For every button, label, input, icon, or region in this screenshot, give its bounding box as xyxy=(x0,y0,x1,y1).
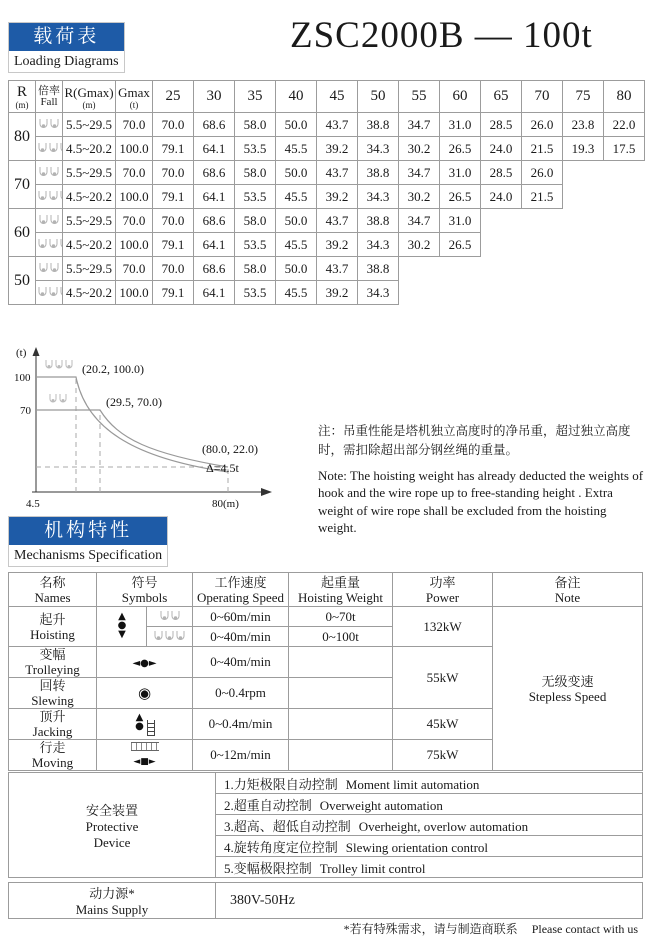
section-title-cn: 载荷表 xyxy=(9,23,124,51)
load-value-cell: 53.5 xyxy=(235,185,276,209)
speed-cell: 0~40m/min xyxy=(193,647,289,678)
load-value-cell: 21.5 xyxy=(522,137,563,161)
gmax-cell: 70.0 xyxy=(116,113,153,137)
table-row xyxy=(9,883,643,919)
load-value-cell: 45.5 xyxy=(276,185,317,209)
col-header-radius: 55 xyxy=(399,81,440,113)
jib-length-cell: 60 xyxy=(9,209,36,257)
fall-2-icon xyxy=(37,262,61,275)
empty-cell xyxy=(522,257,563,281)
empty-cell xyxy=(440,281,481,305)
footer-note-cn: *若有特殊需求，请与制造商联系 xyxy=(343,922,518,936)
empty-cell xyxy=(563,281,604,305)
empty-cell xyxy=(604,281,645,305)
range-cell: 4.5~20.2 xyxy=(63,233,116,257)
protective-item: 4.旋转角度定位控制 Slewing orientation control xyxy=(216,836,643,857)
col-header-rgmax: R(Gmax) (m) xyxy=(63,81,116,113)
fall-cell xyxy=(36,209,63,233)
fall-2-icon xyxy=(37,166,61,179)
protective-device-table xyxy=(8,772,643,878)
footer-note-en: Please contact with us xyxy=(531,922,638,936)
table-row xyxy=(9,257,645,281)
col-header-names: 名称 Names xyxy=(9,573,97,607)
gmax-cell: 100.0 xyxy=(116,233,153,257)
load-value-cell: 31.0 xyxy=(440,161,481,185)
protective-item: 3.超高、超低自动控制 Overheight, overlow automation xyxy=(216,815,643,836)
load-value-cell: 34.7 xyxy=(399,113,440,137)
empty-cell xyxy=(604,185,645,209)
load-value-cell: 58.0 xyxy=(235,209,276,233)
note-text-cn: 注：吊重性能是塔机独立高度时的净吊重，超过独立高度时，需扣除超出部分钢丝绳的重量。 xyxy=(318,424,631,458)
fall-4-icon-cell xyxy=(147,627,193,647)
load-value-cell: 34.7 xyxy=(399,161,440,185)
y-tick-100: 100 xyxy=(14,372,31,384)
load-value-cell: 30.2 xyxy=(399,185,440,209)
load-value-cell: 34.3 xyxy=(358,281,399,305)
load-value-cell: 21.5 xyxy=(522,185,563,209)
protective-item: 2.超重自动控制 Overweight automation xyxy=(216,794,643,815)
empty-cell xyxy=(399,257,440,281)
fall-4-icon xyxy=(36,238,63,251)
power-cell: 55kW xyxy=(393,647,493,709)
load-value-cell: 45.5 xyxy=(276,137,317,161)
load-value-cell: 70.0 xyxy=(153,209,194,233)
load-capacity-chart xyxy=(6,342,336,514)
load-value-cell: 70.0 xyxy=(153,161,194,185)
speed-cell: 0~12m/min xyxy=(193,740,289,771)
mains-supply-value: 380V-50Hz xyxy=(216,883,643,919)
empty-cell xyxy=(563,257,604,281)
x-tick-end: 80(m) xyxy=(212,498,239,510)
empty-cell xyxy=(563,161,604,185)
load-value-cell: 64.1 xyxy=(194,281,235,305)
weight-cell: 0~70t xyxy=(289,607,393,627)
load-value-cell: 38.8 xyxy=(358,161,399,185)
load-value-cell: 58.0 xyxy=(235,161,276,185)
speed-cell: 0~40m/min xyxy=(193,627,289,647)
load-value-cell: 38.8 xyxy=(358,113,399,137)
fall-cell xyxy=(36,113,63,137)
jib-length-cell: 50 xyxy=(9,257,36,305)
fall-2-icon xyxy=(37,118,61,131)
section-header-mechanisms xyxy=(8,516,168,567)
empty-cell xyxy=(399,281,440,305)
load-value-cell: 50.0 xyxy=(276,161,317,185)
load-value-cell: 30.2 xyxy=(399,137,440,161)
empty-cell xyxy=(563,185,604,209)
load-value-cell: 79.1 xyxy=(153,185,194,209)
page-title: ZSC2000B — 100t xyxy=(290,15,593,56)
empty-cell xyxy=(522,209,563,233)
load-value-cell: 58.0 xyxy=(235,257,276,281)
col-header-radius: 80 xyxy=(604,81,645,113)
range-cell: 4.5~20.2 xyxy=(63,281,116,305)
load-value-cell: 64.1 xyxy=(194,185,235,209)
jacking-symbol-icon: ▲● xyxy=(97,709,193,740)
point-label-1: (20.2, 100.0) xyxy=(82,362,144,376)
mechanism-name-jacking: 顶升 Jacking xyxy=(9,709,97,740)
table-row-hoisting-1 xyxy=(9,607,643,627)
load-value-cell: 31.0 xyxy=(440,113,481,137)
load-value-cell: 24.0 xyxy=(481,137,522,161)
col-header-note: 备注 Note xyxy=(493,573,643,607)
table-row xyxy=(9,137,645,161)
fall-2-icon xyxy=(50,394,66,402)
col-header-radius: 30 xyxy=(194,81,235,113)
load-value-cell: 68.6 xyxy=(194,113,235,137)
load-value-cell: 50.0 xyxy=(276,257,317,281)
fall-4-icon xyxy=(36,190,63,203)
load-value-cell: 34.7 xyxy=(399,209,440,233)
table-row xyxy=(9,773,643,794)
y-axis-unit-label: (t) xyxy=(16,347,27,359)
load-value-cell: 26.5 xyxy=(440,137,481,161)
fall-2-icon xyxy=(158,610,182,623)
load-value-cell: 43.7 xyxy=(317,161,358,185)
gmax-cell: 70.0 xyxy=(116,257,153,281)
empty-cell xyxy=(604,257,645,281)
col-header-radius: 45 xyxy=(317,81,358,113)
section-title-en: Mechanisms Specification xyxy=(14,548,163,563)
fall-cell xyxy=(36,161,63,185)
load-value-cell: 64.1 xyxy=(194,233,235,257)
load-value-cell: 43.7 xyxy=(317,209,358,233)
mechanisms-header-row xyxy=(9,573,643,607)
load-value-cell: 34.3 xyxy=(358,185,399,209)
load-value-cell: 30.2 xyxy=(399,233,440,257)
weight-cell xyxy=(289,647,393,678)
protective-item: 1.力矩极限自动控制 Moment limit automation xyxy=(216,773,643,794)
gmax-cell: 70.0 xyxy=(116,161,153,185)
power-cell: 45kW xyxy=(393,709,493,740)
load-value-cell: 39.2 xyxy=(317,281,358,305)
table-row xyxy=(9,113,645,137)
point-label-3: (80.0, 22.0) xyxy=(202,442,258,456)
protective-device-label: 安全装置 Protective Device xyxy=(9,773,216,878)
col-header-power: 功率 Power xyxy=(393,573,493,607)
load-value-cell: 68.6 xyxy=(194,209,235,233)
col-header-radius: 25 xyxy=(153,81,194,113)
fall-4-icon xyxy=(36,142,63,155)
load-value-cell: 39.2 xyxy=(317,137,358,161)
y-tick-70: 70 xyxy=(20,405,31,417)
fall-cell xyxy=(36,281,63,305)
table-row xyxy=(9,281,645,305)
load-value-cell: 34.3 xyxy=(358,233,399,257)
col-header-radius: 65 xyxy=(481,81,522,113)
col-header-radius: 50 xyxy=(358,81,399,113)
empty-cell xyxy=(604,161,645,185)
load-value-cell: 79.1 xyxy=(153,137,194,161)
weight-cell xyxy=(289,709,393,740)
trolleying-symbol-icon: ◄●► xyxy=(97,647,193,678)
table-row xyxy=(9,185,645,209)
fall-4-icon xyxy=(46,360,72,368)
range-cell: 4.5~20.2 xyxy=(63,185,116,209)
empty-cell xyxy=(522,281,563,305)
fall-4-icon xyxy=(36,286,63,299)
loading-table xyxy=(8,80,645,305)
gmax-cell: 70.0 xyxy=(116,209,153,233)
col-header-radius: 70 xyxy=(522,81,563,113)
empty-cell xyxy=(604,209,645,233)
empty-cell xyxy=(481,209,522,233)
load-value-cell: 68.6 xyxy=(194,257,235,281)
mains-supply-table xyxy=(8,882,643,919)
x-tick-start: 4.5 xyxy=(26,498,40,510)
empty-cell xyxy=(481,281,522,305)
range-cell: 4.5~20.2 xyxy=(63,137,116,161)
load-value-cell: 70.0 xyxy=(153,113,194,137)
weight-cell xyxy=(289,740,393,771)
section-title-cn: 机构特性 xyxy=(9,517,167,545)
mechanism-name-slewing: 回转 Slewing xyxy=(9,678,97,709)
ladder-icon xyxy=(147,720,155,736)
col-header-radius: 40 xyxy=(276,81,317,113)
gmax-cell: 100.0 xyxy=(116,281,153,305)
load-value-cell: 39.2 xyxy=(317,233,358,257)
fall-cell xyxy=(36,233,63,257)
load-value-cell: 39.2 xyxy=(317,185,358,209)
col-header-radius: 35 xyxy=(235,81,276,113)
fall-4-icon xyxy=(152,630,187,643)
stepless-speed-note: 无级变速 Stepless Speed xyxy=(493,607,643,771)
col-header-symbols: 符号 Symbols xyxy=(97,573,193,607)
speed-cell: 0~60m/min xyxy=(193,607,289,627)
weight-cell: 0~100t xyxy=(289,627,393,647)
load-value-cell: 64.1 xyxy=(194,137,235,161)
load-value-cell: 53.5 xyxy=(235,281,276,305)
x-axis-arrow-icon xyxy=(261,488,272,496)
load-value-cell: 28.5 xyxy=(481,161,522,185)
empty-cell xyxy=(440,257,481,281)
range-cell: 5.5~29.5 xyxy=(63,113,116,137)
range-cell: 5.5~29.5 xyxy=(63,209,116,233)
load-value-cell: 53.5 xyxy=(235,233,276,257)
empty-cell xyxy=(604,233,645,257)
capacity-curve-4fall xyxy=(36,377,228,472)
load-value-cell: 19.3 xyxy=(563,137,604,161)
load-value-cell: 28.5 xyxy=(481,113,522,137)
load-value-cell: 50.0 xyxy=(276,113,317,137)
load-value-cell: 26.0 xyxy=(522,113,563,137)
table-row xyxy=(9,161,645,185)
empty-cell xyxy=(481,257,522,281)
fall-cell xyxy=(36,137,63,161)
slewing-symbol-icon: ◉ xyxy=(97,678,193,709)
mechanism-name-trolleying: 变幅 Trolleying xyxy=(9,647,97,678)
load-value-cell: 34.3 xyxy=(358,137,399,161)
rail-icon xyxy=(131,742,159,751)
y-axis-arrow-icon xyxy=(33,347,40,356)
load-value-cell: 22.0 xyxy=(604,113,645,137)
weight-cell xyxy=(289,678,393,709)
jib-length-cell: 80 xyxy=(9,113,36,161)
jib-length-cell: 70 xyxy=(9,161,36,209)
load-value-cell: 31.0 xyxy=(440,209,481,233)
load-value-cell: 58.0 xyxy=(235,113,276,137)
load-value-cell: 43.7 xyxy=(317,113,358,137)
load-value-cell: 38.8 xyxy=(358,209,399,233)
col-header-radius: 75 xyxy=(563,81,604,113)
gmax-cell: 100.0 xyxy=(116,137,153,161)
mechanisms-table xyxy=(8,572,643,771)
hoisting-weight-note xyxy=(318,422,644,537)
table-row xyxy=(9,233,645,257)
load-value-cell: 38.8 xyxy=(358,257,399,281)
load-value-cell: 79.1 xyxy=(153,281,194,305)
power-cell: 75kW xyxy=(393,740,493,771)
section-header-loading xyxy=(8,22,125,73)
load-value-cell: 17.5 xyxy=(604,137,645,161)
load-value-cell: 50.0 xyxy=(276,209,317,233)
col-header-speed: 工作速度 Operating Speed xyxy=(193,573,289,607)
mains-supply-label: 动力源* Mains Supply xyxy=(9,883,216,919)
hoisting-symbol-icon: ▲●▼ xyxy=(97,607,147,647)
fall-2-icon xyxy=(37,214,61,227)
moving-symbol-icon: ◄■► xyxy=(97,740,193,771)
load-value-cell: 70.0 xyxy=(153,257,194,281)
fall-cell xyxy=(36,257,63,281)
load-value-cell: 26.0 xyxy=(522,161,563,185)
load-value-cell: 68.6 xyxy=(194,161,235,185)
mechanism-name-hoisting: 起升 Hoisting xyxy=(9,607,97,647)
col-header-fall: 倍率 Fall xyxy=(36,81,63,113)
fall-cell xyxy=(36,185,63,209)
mechanism-name-moving: 行走 Moving xyxy=(9,740,97,771)
fall-2-icon-cell xyxy=(147,607,193,627)
speed-cell: 0~0.4rpm xyxy=(193,678,289,709)
col-header-radius: 60 xyxy=(440,81,481,113)
empty-cell xyxy=(563,233,604,257)
col-header-weight: 起重量 Hoisting Weight xyxy=(289,573,393,607)
range-cell: 5.5~29.5 xyxy=(63,257,116,281)
delta-label: Δ=4.5t xyxy=(206,461,239,475)
col-header-radius-r: R (m) xyxy=(9,81,36,113)
point-label-2: (29.5, 70.0) xyxy=(106,395,162,409)
empty-cell xyxy=(481,233,522,257)
empty-cell xyxy=(563,209,604,233)
range-cell: 5.5~29.5 xyxy=(63,161,116,185)
col-header-gmax: Gmax (t) xyxy=(116,81,153,113)
protective-item: 5.变幅极限控制 Trolley limit control xyxy=(216,857,643,878)
gmax-cell: 100.0 xyxy=(116,185,153,209)
load-value-cell: 45.5 xyxy=(276,233,317,257)
load-value-cell: 26.5 xyxy=(440,185,481,209)
empty-cell xyxy=(522,233,563,257)
loading-table-header-row xyxy=(9,81,645,113)
load-value-cell: 26.5 xyxy=(440,233,481,257)
power-cell: 132kW xyxy=(393,607,493,647)
section-title-en: Loading Diagrams xyxy=(14,54,119,69)
load-value-cell: 79.1 xyxy=(153,233,194,257)
table-row xyxy=(9,209,645,233)
load-value-cell: 23.8 xyxy=(563,113,604,137)
footer-note xyxy=(344,920,638,937)
load-value-cell: 24.0 xyxy=(481,185,522,209)
note-text-en: Note: The hoisting weight has already deducted the weights of hook and the wire rope up to free-standing height . Extra weight of wire rope shall be excluded from the hoisting weight. xyxy=(318,467,644,536)
load-value-cell: 43.7 xyxy=(317,257,358,281)
load-value-cell: 45.5 xyxy=(276,281,317,305)
capacity-curve-2fall xyxy=(36,410,228,467)
load-value-cell: 53.5 xyxy=(235,137,276,161)
speed-cell: 0~0.4m/min xyxy=(193,709,289,740)
